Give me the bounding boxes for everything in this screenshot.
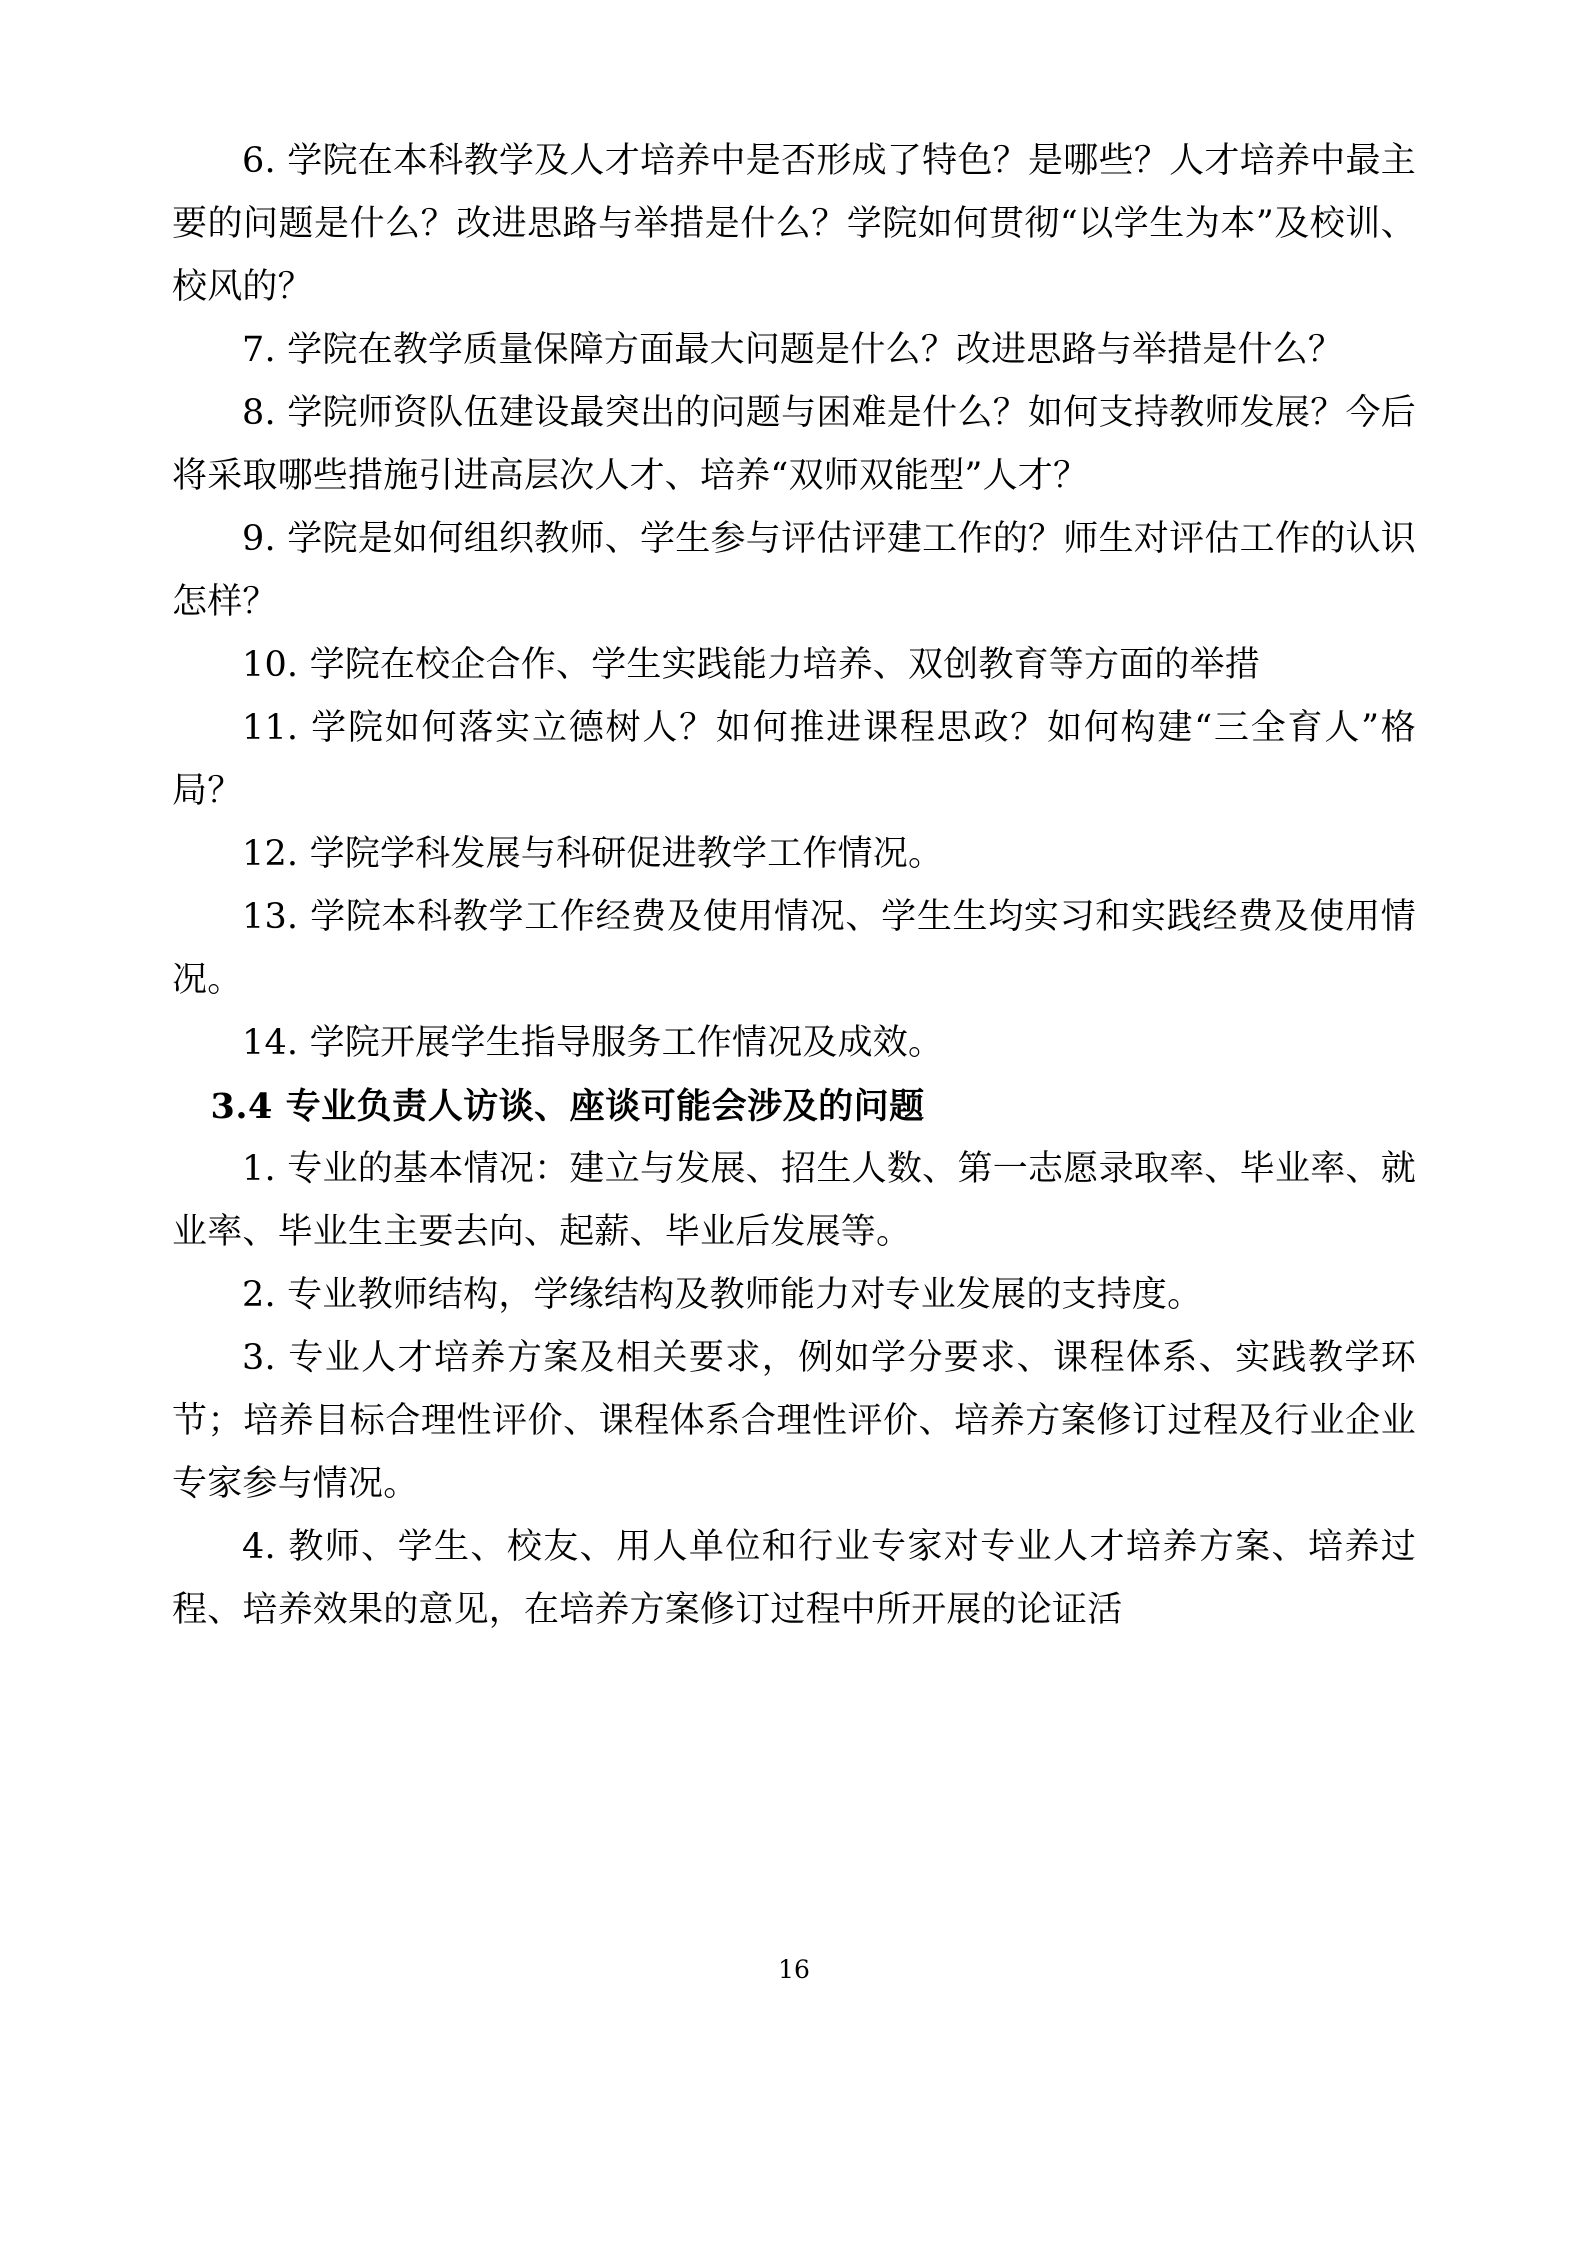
paragraph-item-8: 8. 学院师资队伍建设最突出的问题与困难是什么？如何支持教师发展？今后将采取哪些措施引进高层次人才、培养“双师双能型”人才？ [172, 393, 1416, 496]
paragraph-item-9: 9. 学院是如何组织教师、学生参与评估评建工作的？师生对评估工作的认识怎样？ [172, 519, 1416, 622]
page-number: 16 [778, 1955, 810, 1984]
paragraph-sub-item-2: 2. 专业教师结构，学缘结构及教师能力对专业发展的支持度。 [242, 1275, 1203, 1315]
paragraph-item-14: 14. 学院开展学生指导服务工作情况及成效。 [242, 1023, 944, 1063]
paragraph-item-10: 10. 学院在校企合作、学生实践能力培养、双创教育等方面的举措 [242, 645, 1260, 685]
paragraph-sub-item-3: 3. 专业人才培养方案及相关要求，例如学分要求、课程体系、实践教学环节；培养目标合理性评价、课程体系合理性评价、培养方案修订过程及行业企业专家参与情况。 [172, 1338, 1416, 1504]
paragraph-item-7: 7. 学院在教学质量保障方面最大问题是什么？改进思路与举措是什么？ [242, 330, 1344, 370]
paragraph-sub-item-4: 4. 教师、学生、校友、用人单位和行业专家对专业人才培养方案、培养过程、培养效果的意见，在培养方案修订过程中所开展的论证活 [172, 1527, 1416, 1630]
section-heading-3-4: 3.4 专业负责人访谈、座谈可能会涉及的问题 [210, 1086, 925, 1127]
page-body [172, 130, 1416, 1642]
paragraph-item-12: 12. 学院学科发展与科研促进教学工作情况。 [242, 834, 944, 874]
paragraph-sub-item-1: 1. 专业的基本情况：建立与发展、招生人数、第一志愿录取率、毕业率、就业率、毕业生主要去向、起薪、毕业后发展等。 [172, 1149, 1416, 1252]
paragraph-item-13: 13. 学院本科教学工作经费及使用情况、学生生均实习和实践经费及使用情况。 [172, 897, 1416, 1000]
paragraph-item-6: 6. 学院在本科教学及人才培养中是否形成了特色？是哪些？人才培养中最主要的问题是什么？改进思路与举措是什么？学院如何贯彻“以学生为本”及校训、校风的？ [172, 141, 1416, 307]
paragraph-item-11: 11. 学院如何落实立德树人？如何推进课程思政？如何构建“三全育人”格局？ [172, 708, 1416, 811]
